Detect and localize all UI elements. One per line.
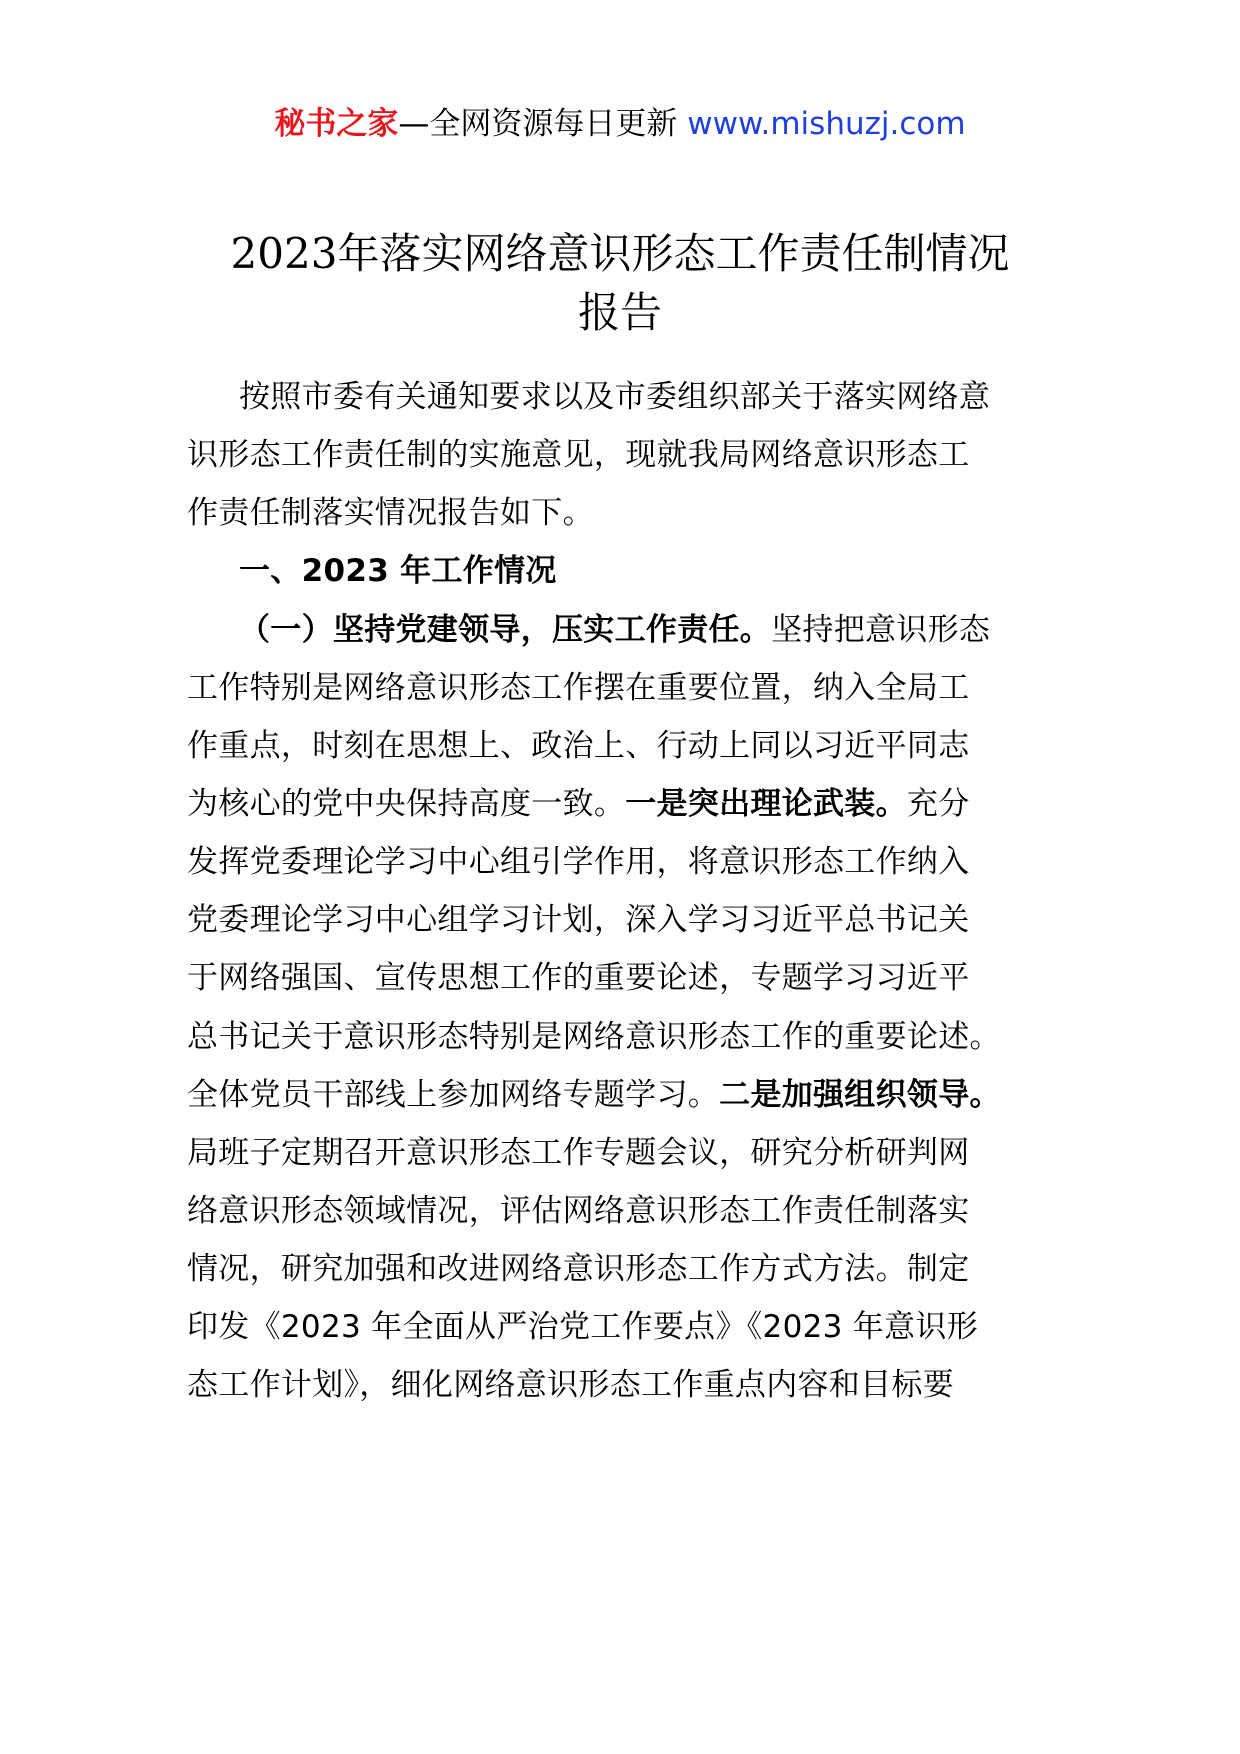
point1-post: 充分 <box>906 786 970 822</box>
document-title-line-2: 报告 <box>577 288 662 337</box>
intro-line-2: 识形态工作责任制的实施意见，现就我局网络意识形态工 <box>187 437 970 473</box>
site-tagline: —全网资源每日更新 <box>398 106 678 142</box>
body-line <box>187 782 1047 826</box>
title-text: 年落实网络意识形态工作责任制情况 <box>337 229 1010 278</box>
body-line: 工作特别是网络意识形态工作摆在重要位置，纳入全局工 <box>187 670 970 706</box>
document-title-line-1 <box>0 224 1240 284</box>
body-line: 络意识形态领域情况，评估网络意识形态工作责任制落实 <box>187 1193 970 1229</box>
point2-pre: 全体党员干部线上参加网络专题学习。 <box>187 1077 720 1113</box>
intro-line-1: 按照市委有关通知要求以及市委组织部关于落实网络意 <box>239 379 991 415</box>
body-line <box>187 1073 1047 1117</box>
site-url-link[interactable]: www.mishuzj.com <box>687 106 966 142</box>
body-line: 印发《2023 年全面从严治党工作要点》《2023 年意识形 <box>187 1309 978 1345</box>
body-line: 于网络强国、宣传思想工作的重要论述，专题学习习近平 <box>187 960 970 996</box>
point1-pre: 为核心的党中央保持高度一致。 <box>187 786 626 822</box>
subsection-text: 坚持把意识形态 <box>771 612 991 648</box>
subsection-line-1 <box>239 608 1099 652</box>
site-name: 秘书之家 <box>274 106 399 142</box>
point1-heading: 一是突出理论武装。 <box>625 786 907 822</box>
body-line: 发挥党委理论学习中心组引学作用，将意识形态工作纳入 <box>187 844 970 880</box>
point2-heading: 二是加强组织领导。 <box>719 1077 1001 1113</box>
body-line: 总书记关于意识形态特别是网络意识形态工作的重要论述。 <box>187 1019 1001 1055</box>
intro-line-3: 作责任制落实情况报告如下。 <box>187 495 594 531</box>
body-line: 局班子定期召开意识形态工作专题会议，研究分析研判网 <box>187 1135 970 1171</box>
body-line: 党委理论学习中心组学习计划，深入学习习近平总书记关 <box>187 902 970 938</box>
site-header <box>0 104 1240 144</box>
body-line: 态工作计划》，细化网络意识形态工作重点内容和目标要 <box>187 1367 954 1403</box>
title-year: 2023 <box>230 229 338 278</box>
body-line: 情况，研究加强和改进网络意识形态工作方式方法。制定 <box>187 1251 970 1287</box>
section-heading: 一、2023 年工作情况 <box>239 553 557 589</box>
body-line: 作重点，时刻在思想上、政治上、行动上同以习近平同志 <box>187 728 970 764</box>
subsection-heading: （一）坚持党建领导，压实工作责任。 <box>239 612 772 648</box>
